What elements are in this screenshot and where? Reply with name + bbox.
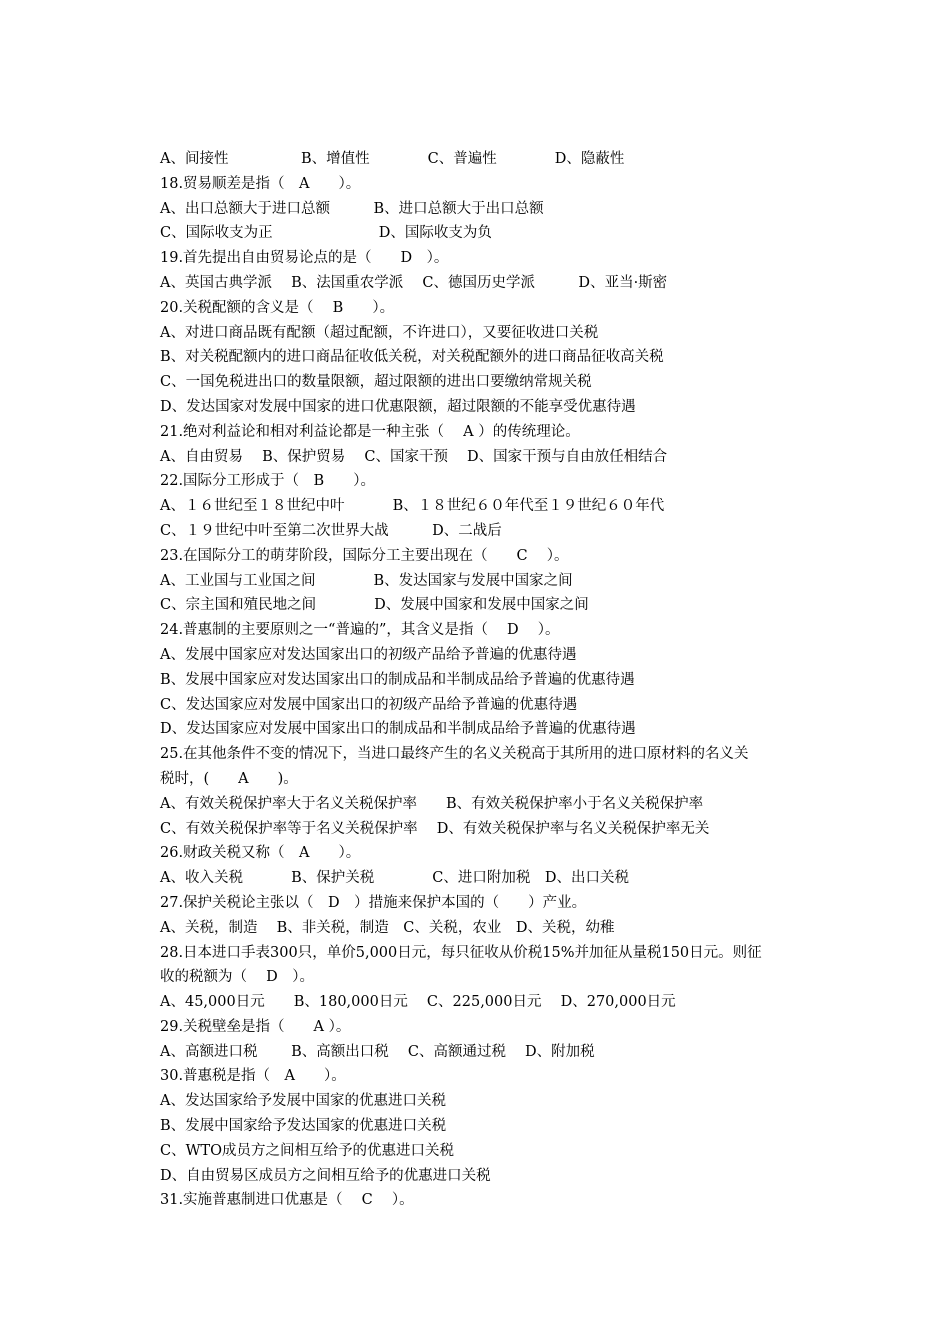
text-line: A、１６世纪至１８世纪中叶 B、１８世纪６０年代至１９世纪６０年代 (160, 498, 665, 515)
text-line: B、发展中国家应对发达国家出口的制成品和半制成品给予普遍的优惠待遇 (160, 671, 635, 688)
text-line: D、自由贸易区成员方之间相互给予的优惠进口关税 (160, 1167, 491, 1184)
text-line: C、国际收支为正 D、国际收支为负 (160, 225, 492, 242)
text-line: 27.保护关税论主张以（ D ）措施来保护本国的（ ）产业。 (160, 894, 587, 911)
text-line: C、１９世纪中叶至第二次世界大战 D、二战后 (160, 522, 502, 539)
text-line: C、WTO成员方之间相互给予的优惠进口关税 (160, 1142, 455, 1159)
text-line: B、对关税配额内的进口商品征收低关税，对关税配额外的进口商品征收高关税 (160, 349, 664, 366)
text-line: 22.国际分工形成于（ B ）。 (160, 473, 375, 490)
text-line: A、发达国家给予发展中国家的优惠进口关税 (160, 1093, 446, 1110)
text-line: A、对进口商品既有配额（超过配额，不许进口），又要征收进口关税 (160, 324, 599, 341)
text-line: 28.日本进口手表300只，单价5,000日元，每只征收从价税15%并加征从量税150日元。则征 (160, 944, 762, 961)
text-line: C、宗主国和殖民地之间 D、发展中国家和发展中国家之间 (160, 597, 589, 614)
text-line: 21.绝对利益论和相对利益论都是一种主张（ A ）的传统理论。 (160, 423, 580, 440)
text-line: C、一国免税进出口的数量限额，超过限额的进出口要缴纳常规关税 (160, 374, 592, 391)
text-line: 收的税额为（ D ）。 (160, 969, 314, 986)
text-line: A、高额进口税 B、高额出口税 C、高额通过税 D、附加税 (160, 1043, 595, 1060)
text-line: A、有效关税保护率大于名义关税保护率 B、有效关税保护率小于名义关税保护率 (160, 795, 704, 812)
text-line: 24.普惠制的主要原则之一“普遍的”，其含义是指（ D ）。 (160, 622, 560, 639)
text-line: B、发展中国家给予发达国家的优惠进口关税 (160, 1118, 447, 1135)
text-line: A、收入关税 B、保护关税 C、进口附加税 D、出口关税 (160, 870, 629, 887)
text-line: 30.普惠税是指（ A ）。 (160, 1068, 346, 1085)
text-line: 23.在国际分工的萌芽阶段，国际分工主要出现在（ C ）。 (160, 547, 569, 564)
text-line: 26.财政关税又称（ A ）。 (160, 845, 361, 862)
text-line: A、45,000日元 B、180,000日元 C、225,000日元 D、270,000日元 (160, 994, 676, 1011)
text-line: A、自由贸易 B、保护贸易 C、国家干预 D、国家干预与自由放任相结合 (160, 448, 668, 465)
text-line: C、发达国家应对发展中国家出口的初级产品给予普遍的优惠待遇 (160, 696, 578, 713)
document-body (160, 147, 850, 1213)
text-line: 税时，( A )。 (160, 770, 298, 787)
text-line: A、工业国与工业国之间 B、发达国家与发展中国家之间 (160, 572, 573, 589)
text-line: 29.关税壁垒是指（ A ）。 (160, 1018, 351, 1035)
text-line: C、有效关税保护率等于名义关税保护率 D、有效关税保护率与名义关税保护率无关 (160, 820, 710, 837)
text-line: 18.贸易顺差是指（ A ）。 (160, 175, 361, 192)
text-line: 19.首先提出自由贸易论点的是（ D ）。 (160, 250, 449, 267)
text-line: 25.在其他条件不变的情况下，当进口最终产生的名义关税高于其所用的进口原材料的名义关 (160, 746, 749, 763)
text-line: 20.关税配额的含义是（ B ）。 (160, 299, 395, 316)
text-line: A、出口总额大于进口总额 B、进口总额大于出口总额 (160, 200, 544, 217)
text-line: A、英国古典学派 B、法国重农学派 C、德国历史学派 D、亚当·斯密 (160, 274, 668, 291)
text-line: A、间接性 B、增值性 C、普遍性 D、隐蔽性 (160, 151, 625, 167)
text-line: A、发展中国家应对发达国家出口的初级产品给予普遍的优惠待遇 (160, 646, 577, 663)
text-line: D、发达国家应对发展中国家出口的制成品和半制成品给予普遍的优惠待遇 (160, 721, 636, 738)
text-line: D、发达国家对发展中国家的进口优惠限额，超过限额的不能享受优惠待遇 (160, 398, 636, 415)
text-line: 31.实施普惠制进口优惠是（ C ）。 (160, 1192, 414, 1209)
text-line: A、关税，制造 B、非关税，制造 C、关税，农业 D、关税，幼稚 (160, 919, 615, 936)
